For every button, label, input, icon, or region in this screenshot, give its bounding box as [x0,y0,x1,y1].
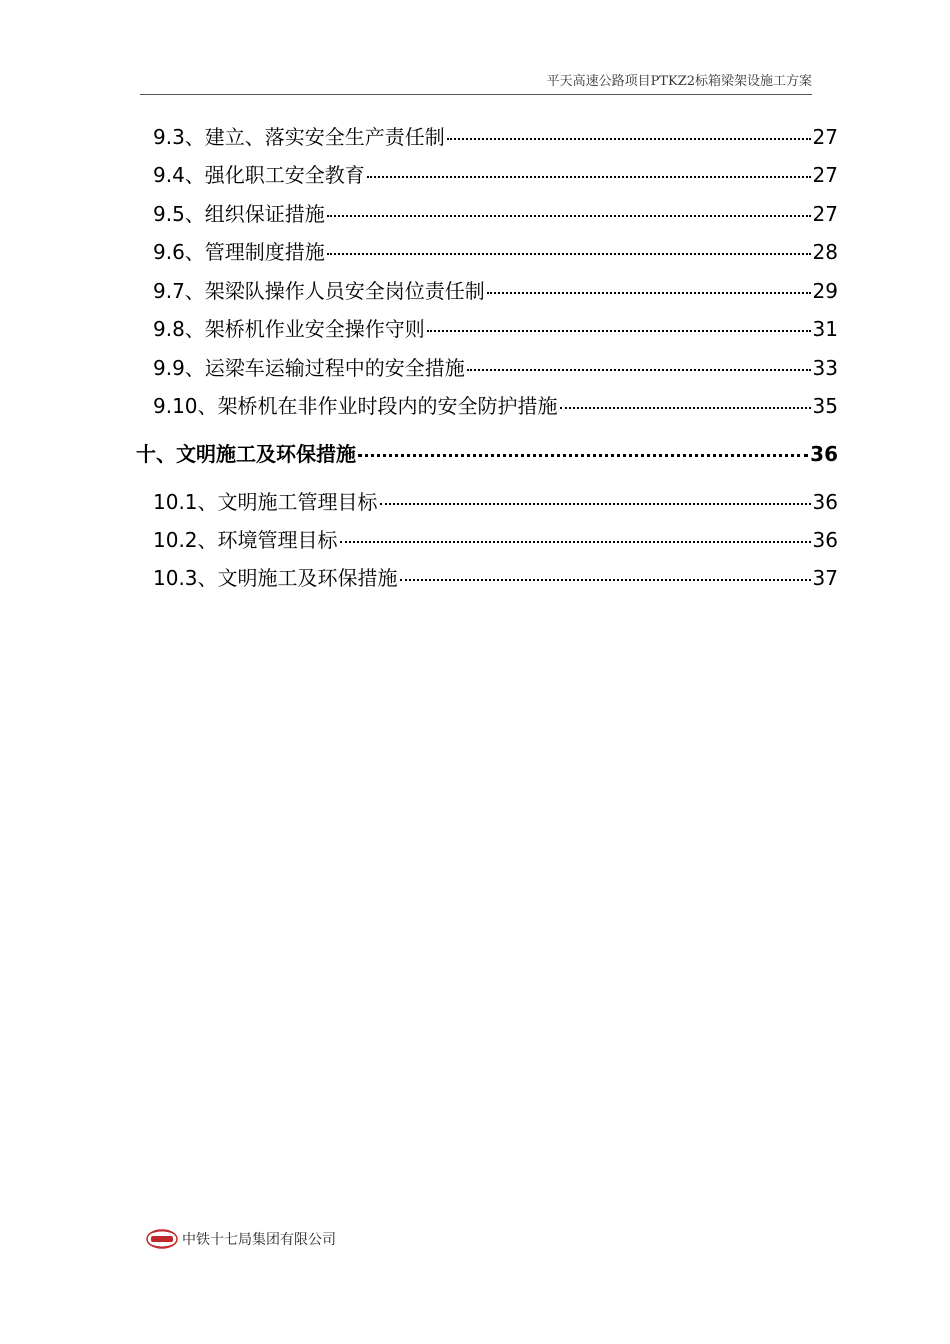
toc-entry-page: 28 [812,240,838,264]
toc-entry-page: 27 [812,163,838,187]
toc-entry[interactable] [153,276,838,306]
toc-entry[interactable] [153,199,838,229]
toc-entry[interactable] [153,122,838,152]
toc-entry-label: 9.5、组织保证措施 [153,202,325,226]
toc-leader-dots [560,407,811,409]
toc-entry[interactable] [153,563,838,593]
toc-entry-page: 31 [812,317,838,341]
page-footer [146,1224,336,1254]
toc-entry[interactable] [153,314,838,344]
toc-entry-page: 27 [812,202,838,226]
toc-entry-label: 10.3、文明施工及环保措施 [153,566,398,590]
toc-entry-label: 9.10、架桥机在非作业时段内的安全防护措施 [153,394,558,418]
toc-entry-label: 9.3、建立、落实安全生产责任制 [153,125,445,149]
toc-entry-label: 9.8、架桥机作业安全操作守则 [153,317,425,341]
toc-leader-dots [427,330,811,332]
toc-entry-page: 27 [812,125,838,149]
header-rule [140,94,812,95]
toc-entry[interactable] [153,487,838,517]
toc-entry[interactable] [153,391,838,421]
company-logo-icon [146,1228,178,1250]
running-header: 平天高速公路项目PTKZ2标箱梁架设施工方案 [546,74,812,89]
toc-entry-page: 36 [812,490,838,514]
toc-entry-page: 35 [812,394,838,418]
company-name: 中铁十七局集团有限公司 [182,1232,336,1248]
toc-entry[interactable] [153,237,838,267]
toc-entry-page: 33 [812,356,838,380]
toc-leader-dots [327,215,811,217]
toc-entry-label: 10.1、文明施工管理目标 [153,490,378,514]
toc-chapter-entry[interactable] [136,438,838,470]
toc-leader-dots [358,454,808,457]
toc-leader-dots [327,253,811,255]
toc-entry-label: 9.9、运梁车运输过程中的安全措施 [153,356,465,380]
toc-entry-page: 36 [812,528,838,552]
toc-entry[interactable] [153,160,838,190]
toc-entry-page: 37 [812,566,838,590]
toc-entry-page: 29 [812,279,838,303]
toc-entry-page: 36 [810,442,838,466]
toc-leader-dots [367,176,811,178]
toc-entry-label: 10.2、环境管理目标 [153,528,338,552]
toc-entry-label: 9.4、强化职工安全教育 [153,163,365,187]
toc-leader-dots [380,503,811,505]
toc-entry-label: 9.6、管理制度措施 [153,240,325,264]
toc-leader-dots [400,579,811,581]
toc-entry-label: 9.7、架梁队操作人员安全岗位责任制 [153,279,485,303]
toc-leader-dots [487,292,811,294]
toc-leader-dots [467,369,811,371]
toc-entry-label: 十、文明施工及环保措施 [136,442,356,466]
toc-leader-dots [447,138,811,140]
toc-leader-dots [340,541,811,543]
toc-entry[interactable] [153,525,838,555]
toc-entry[interactable] [153,353,838,383]
